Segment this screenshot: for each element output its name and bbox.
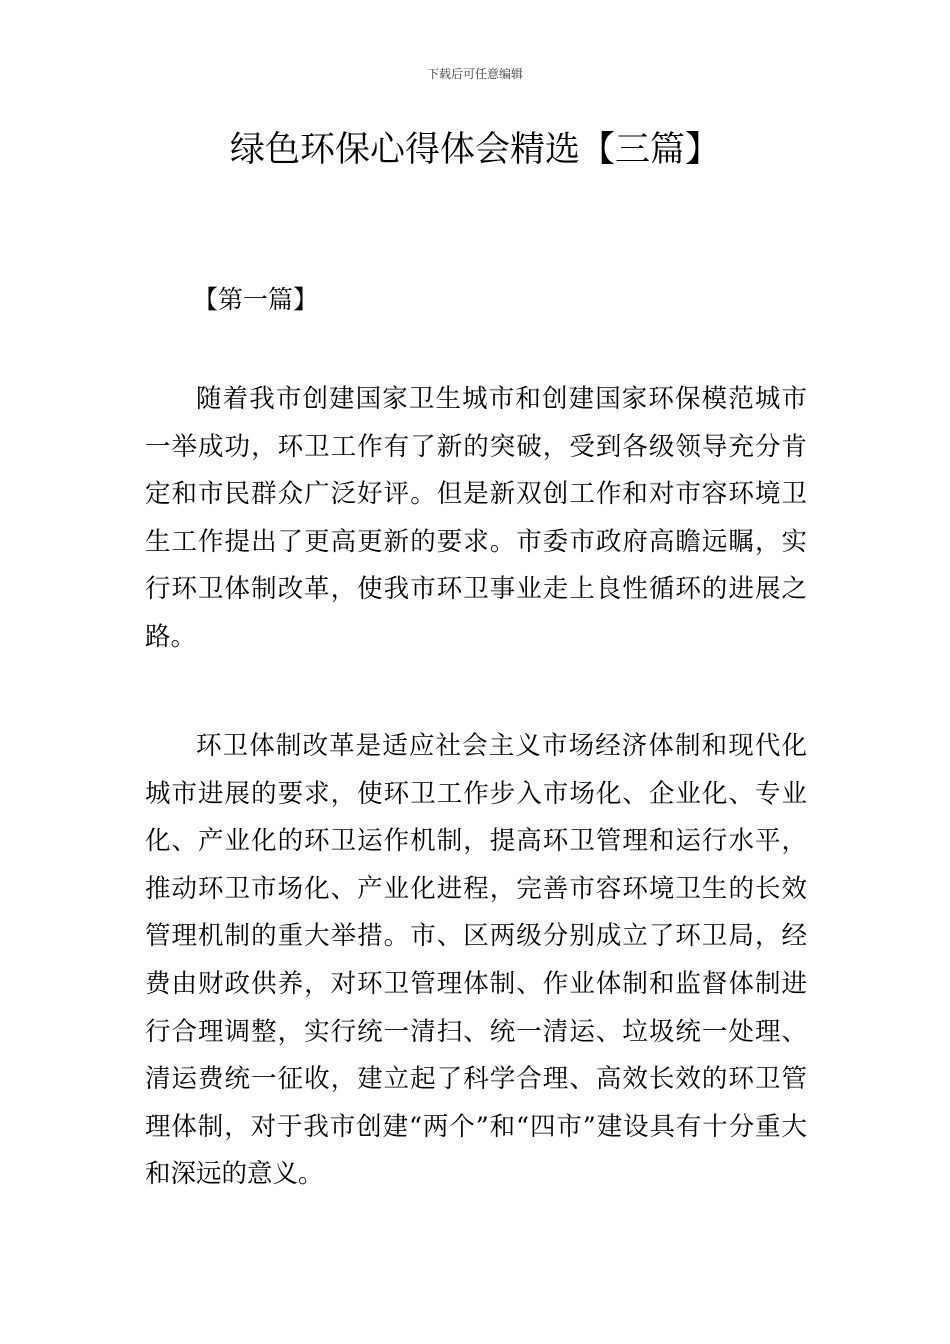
- paragraph: 随着我市创建国家卫生城市和创建国家环保模范城市一举成功，环卫工作有了新的突破，受到各级领导充分肯定和市民群众广泛好评。但是新双创工作和对市容环境卫生工作提出了更高更新的要求。市委市政府高瞻远瞩，实行环卫体制改革，使我市环卫事业走上良性循环的进展之路。: [145, 384, 807, 652]
- section-label: 【第一篇】: [193, 285, 319, 314]
- document-title: 绿色环保心得体会精选【三篇】: [229, 130, 720, 170]
- paragraph: 环卫体制改革是适应社会主义市场经济体制和现代化城市进展的要求，使环卫工作步入市场化、企业化、专业化、产业化的环卫运作机制，提高环卫管理和运行水平，推动环卫市场化、产业化进程，完善市容环境卫生的长效管理机制的重大举措。市、区两级分别成立了环卫局，经费由财政供养，对环卫管理体制、作业体制和监督体制进行合理调整，实行统一清扫、统一清运、垃圾统一处理、清运费统一征收，建立起了科学合理、高效长效的环卫管理体制，对于我市创建“两个”和“四市”建设具有十分重大和深远的意义。: [145, 731, 807, 1190]
- header-note: 下载后可任意编辑: [426, 67, 523, 81]
